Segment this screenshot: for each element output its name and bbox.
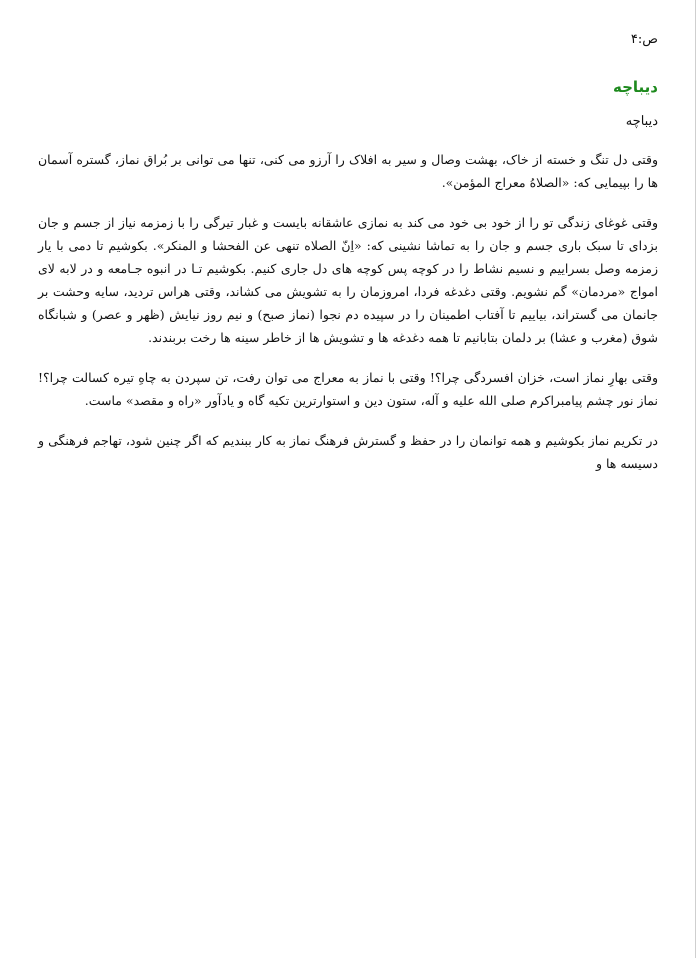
section-heading: دیباچه [613,78,658,96]
section-subheading: دیباچه [625,114,658,129]
paragraph-4: در تکریم نماز بکوشیم و همه توانمان را در حفظ و گسترش فرهنگ نماز به کار ببندیم که اگر چنین شود، تهاجم فرهنگی و دسیسه ها و [38,433,658,471]
paragraph-1: وقتی دل تنگ و خسته از خاک، بهشت وصال و سیر به افلاک را آرزو می کنی، تنها می توانی بر بُراق نماز، گستره آسمان ها را بپیمایی که: «الصلاهُ معراج المؤمن». [38,152,658,190]
page-number: ص:۴ [630,32,658,47]
page-content [38,30,658,492]
paragraph-2: وقتی غوغای زندگی تو را از خود بی خود می کند به نمازی عاشقانه بایست و غبار تیرگی را با زمزمه نیاز از جسم و جان بزدای تا سبک باری جسم و جان را به تماشا نشینی که: «اِنّ الصلاه تنهی عن الفحشا و المنکر». بکوشیم تا دمی با یار زمزمه وصل بسراییم و نسیم نشاط را در کوچه پس کوچه های دل جاری کنیم. بکوشیم تـا در انبوه جـامعه و در لابه لای امواج «مردمان» گم نشویم. وقتی دغدغه فردا، امروزمان را به تشویش می کشاند، وقتی هراس تردید، سایه وحشت بر جانمان می گستراند، بیاییم تا آفتاب اطمینان را در سپیده دم نجوا (نماز صبح) و نیم روز نیایش (ظهر و عصر) و شبانگاه شوق (مغرب و عشا) بر دلمان بتابانیم تا همه دغدغه ها و تشویش ها از خاطر سینه ها رخت بربندند. [38,215,658,345]
paragraph-3: وقتی بهارِ نماز است، خزان افسردگی چرا؟! وقتی با نماز به معراج می توان رفت، تن سپردن به چاهِ تیره کسالت چرا؟! نماز نور چشم پیامبراکرم صلی الله علیه و آله، ستون دین و استوارترین تکیه گاه و یادآور «راه و مقصد» ماست. [38,370,658,408]
